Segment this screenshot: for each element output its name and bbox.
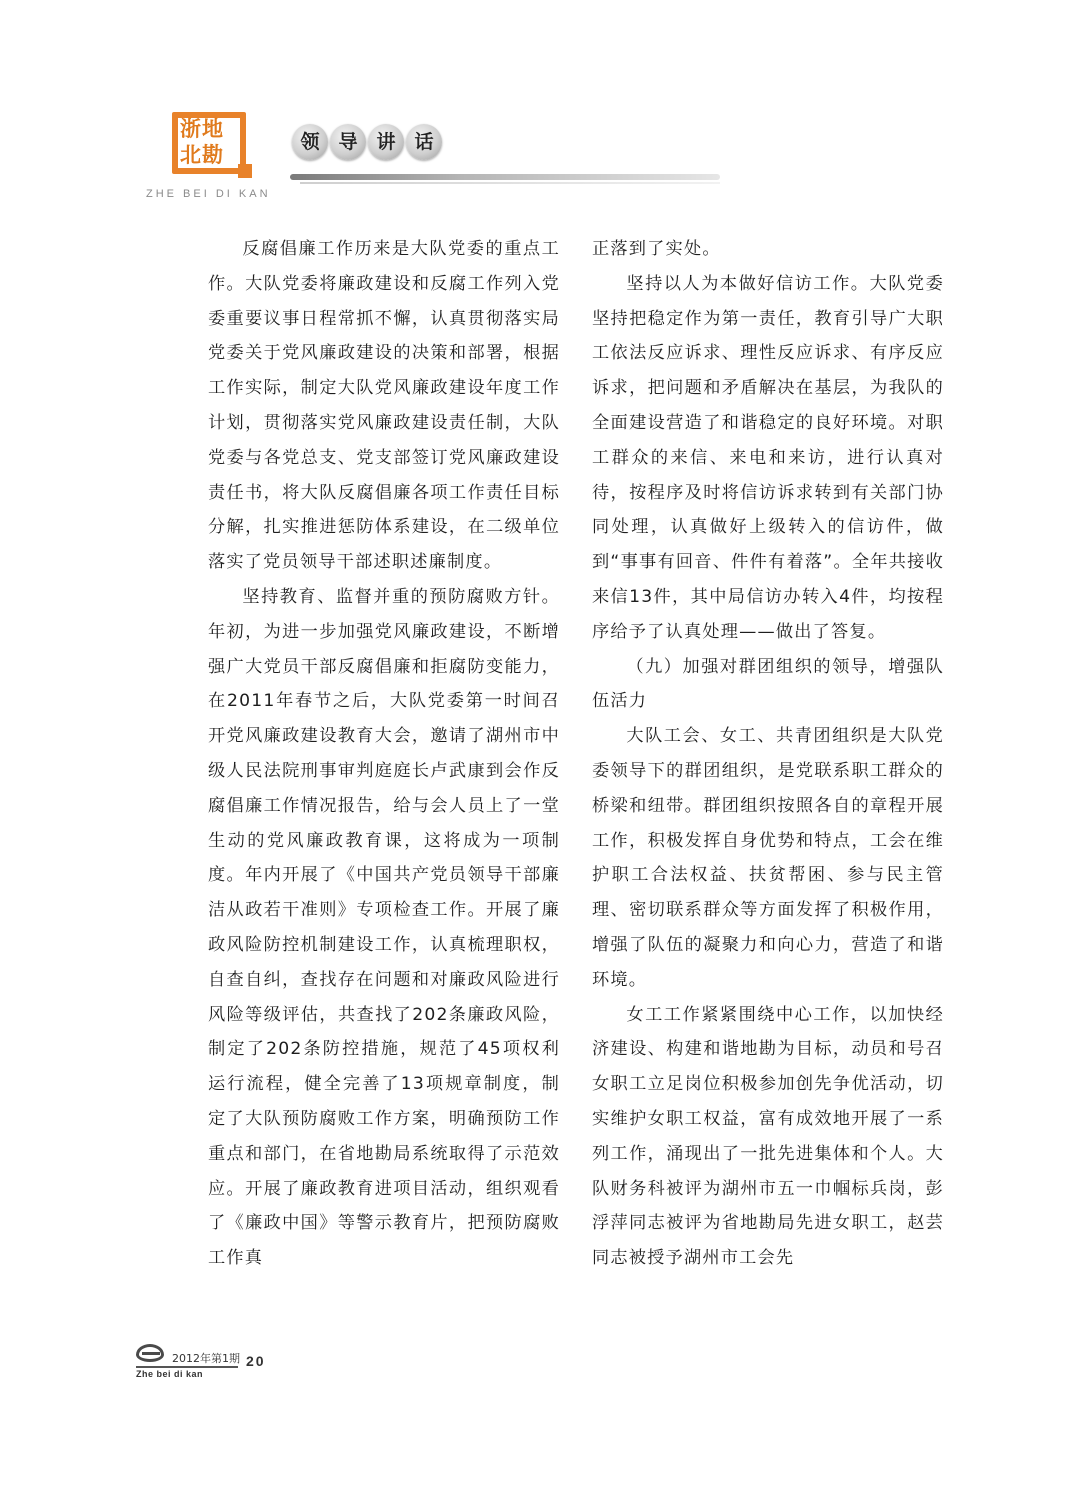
- header-rule-shadow: [300, 182, 720, 184]
- logo-text-line2: 北勘: [180, 142, 224, 167]
- paragraph: 女工工作紧紧围绕中心工作，以加快经济建设、构建和谐地勘为目标，动员和号召女职工立足岗位积极参加创先争优活动，切实维护女职工权益，富有成效地开展了一系列工作，涌现出了一批先进集体和个人。大队财务科被评为湖州市五一巾帼标兵岗，彭浮萍同志被评为省地勘局先进女职工，赵芸同志被授予湖州市工会先: [592, 1004, 944, 1269]
- paragraph-continued: 正落到了实处。: [592, 239, 721, 259]
- section-title: [292, 124, 462, 164]
- left-column: [208, 232, 560, 1276]
- right-column: [592, 232, 944, 1276]
- issue-label: 2012年第1期: [172, 1352, 240, 1365]
- subsection-heading: （九）加强对群团组织的领导，增强队伍活力: [592, 656, 944, 712]
- footer-brand-english: Zhe bei di kan: [136, 1369, 204, 1379]
- logo-text-line1: 浙地: [180, 116, 224, 141]
- header-rule: [290, 174, 720, 180]
- section-char-1: 领: [292, 124, 328, 160]
- section-char-3: 讲: [368, 124, 404, 160]
- paragraph: 大队工会、女工、共青团组织是大队党委领导下的群团组织，是党联系职工群众的桥梁和纽带。群团组织按照各自的章程开展工作，积极发挥自身优势和特点，工会在维护职工合法权益、扶贫帮困、参与民主管理、密切联系群众等方面发挥了积极作用，增强了队伍的凝聚力和向心力，营造了和谐环境。: [592, 726, 944, 990]
- magazine-logo: [172, 112, 252, 178]
- footer-rule: [136, 1366, 238, 1368]
- logo-text: [180, 116, 242, 168]
- paragraph: 反腐倡廉工作历来是大队党委的重点工作。大队党委将廉政建设和反腐工作列入党委重要议事日程常抓不懈，认真贯彻落实局党委关于党风廉政建设的决策和部署，根据工作实际，制定大队党风廉政建设年度工作计划，贯彻落实党风廉政建设责任制，大队党委与各党总支、党支部签订党风廉政建设责任书，将大队反腐倡廉各项工作责任目标分解，扎实推进惩防体系建设，在二级单位落实了党员领导干部述职述廉制度。: [208, 239, 560, 573]
- brand-english-name: ZHE BEI DI KAN: [146, 188, 271, 200]
- paragraph: 坚持教育、监督并重的预防腐败方针。年初，为进一步加强党风廉政建设，不断增强广大党员干部反腐倡廉和拒腐防变能力，在2011年春节之后，大队党委第一时间召开党风廉政建设教育大会，邀请了湖州市中级人民法院刑事审判庭庭长卢武康到会作反腐倡廉工作情况报告，给与会人员上了一堂生动的党风廉政教育课，这将成为一项制度。年内开展了《中国共产党员领导干部廉洁从政若干准则》专项检查工作。开展了廉政风险防控机制建设工作，认真梳理职权，自查自纠，查找存在问题和对廉政风险进行风险等级评估，共查找了202条廉政风险，制定了202条防控措施，规范了45项权利运行流程，健全完善了13项规章制度，制定了大队预防腐败工作方案，明确预防工作重点和部门，在省地勘局系统取得了示范效应。开展了廉政教育进项目活动，组织观看了《廉政中国》等警示教育片，把预防腐败工作真: [208, 586, 560, 1269]
- section-char-4: 话: [406, 124, 442, 160]
- section-char-2: 导: [330, 124, 366, 160]
- page-number: 20: [246, 1353, 266, 1369]
- footer-e-logo-icon: [136, 1344, 168, 1366]
- paragraph: 坚持以人为本做好信访工作。大队党委坚持把稳定作为第一责任，教育引导广大职工依法反应诉求、理性反应诉求、有序反应诉求，把问题和矛盾解决在基层，为我队的全面建设营造了和谐稳定的良好环境。对职工群众的来信、来电和来访，进行认真对待，按程序及时将信访诉求转到有关部门协同处理，认真做好上级转入的信访件，做到“事事有回音、件件有着落”。全年共接收来信13件，其中局信访办转入4件，均按程序给予了认真处理——做出了答复。: [592, 273, 944, 642]
